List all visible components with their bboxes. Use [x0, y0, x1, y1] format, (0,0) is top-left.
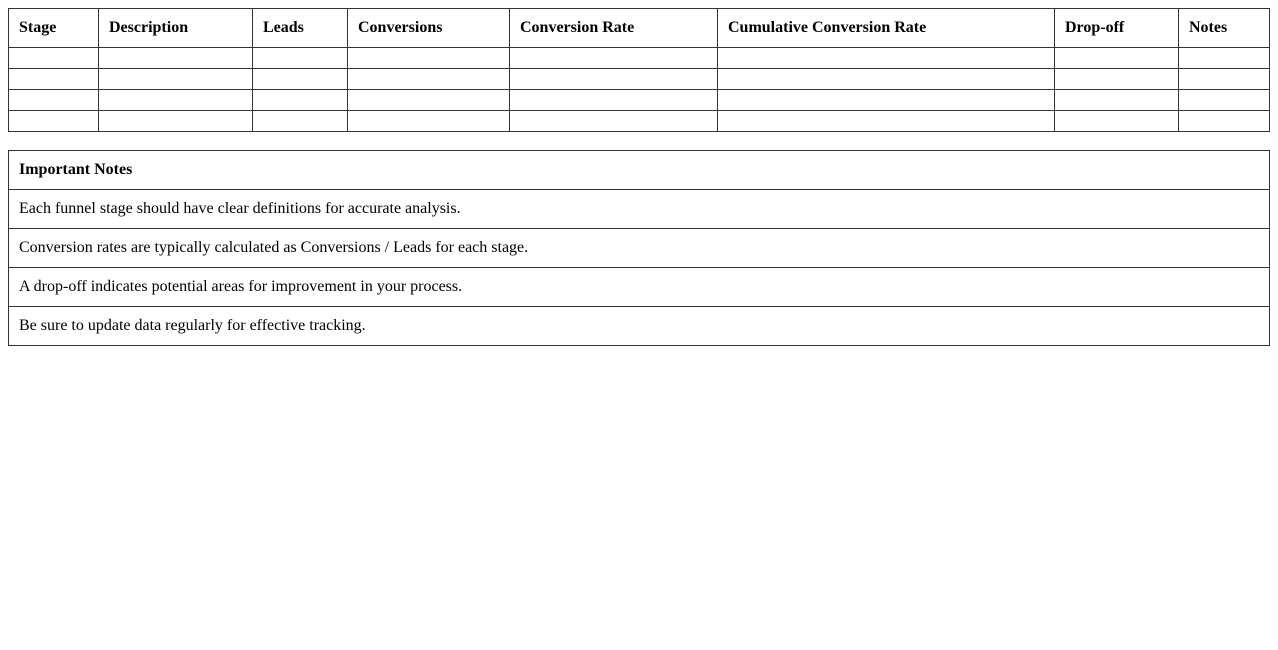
- table-cell: [510, 48, 718, 69]
- important-notes-table: [8, 150, 1270, 346]
- note-item: Conversion rates are typically calculated as Conversions / Leads for each stage.: [9, 229, 1270, 268]
- table-cell: [1179, 111, 1270, 132]
- table-cell: [718, 111, 1055, 132]
- table-cell: [253, 48, 348, 69]
- table-row: [9, 111, 1270, 132]
- table-cell: [99, 111, 253, 132]
- table-row: [9, 69, 1270, 90]
- header-notes: Notes: [1179, 9, 1270, 48]
- header-row: [9, 9, 1270, 48]
- table-cell: [1179, 69, 1270, 90]
- funnel-table: [8, 8, 1270, 132]
- table-cell: [1055, 48, 1179, 69]
- table-cell: [253, 111, 348, 132]
- table-cell: [348, 111, 510, 132]
- header-stage: Stage: [9, 9, 99, 48]
- header-leads: Leads: [253, 9, 348, 48]
- table-cell: [510, 69, 718, 90]
- table-cell: [718, 69, 1055, 90]
- table-cell: [9, 48, 99, 69]
- table-cell: [1055, 111, 1179, 132]
- table-cell: [9, 90, 99, 111]
- note-item: Each funnel stage should have clear definitions for accurate analysis.: [9, 190, 1270, 229]
- table-cell: [348, 69, 510, 90]
- header-conversion-rate: Conversion Rate: [510, 9, 718, 48]
- table-cell: [718, 48, 1055, 69]
- header-description: Description: [99, 9, 253, 48]
- table-cell: [99, 48, 253, 69]
- table-cell: [99, 69, 253, 90]
- table-cell: [348, 48, 510, 69]
- table-cell: [718, 90, 1055, 111]
- note-item: A drop-off indicates potential areas for improvement in your process.: [9, 268, 1270, 307]
- header-conversions: Conversions: [348, 9, 510, 48]
- table-cell: [510, 111, 718, 132]
- table-cell: [99, 90, 253, 111]
- table-cell: [9, 69, 99, 90]
- table-cell: [9, 111, 99, 132]
- table-cell: [1179, 90, 1270, 111]
- table-cell: [253, 69, 348, 90]
- table-cell: [510, 90, 718, 111]
- table-cell: [253, 90, 348, 111]
- table-row: [9, 48, 1270, 69]
- table-cell: [348, 90, 510, 111]
- notes-title: Important Notes: [9, 151, 1270, 190]
- table-cell: [1055, 90, 1179, 111]
- header-drop-off: Drop-off: [1055, 9, 1179, 48]
- note-item: Be sure to update data regularly for effective tracking.: [9, 307, 1270, 346]
- table-cell: [1179, 48, 1270, 69]
- table-row: [9, 90, 1270, 111]
- header-cumulative-conversion-rate: Cumulative Conversion Rate: [718, 9, 1055, 48]
- table-cell: [1055, 69, 1179, 90]
